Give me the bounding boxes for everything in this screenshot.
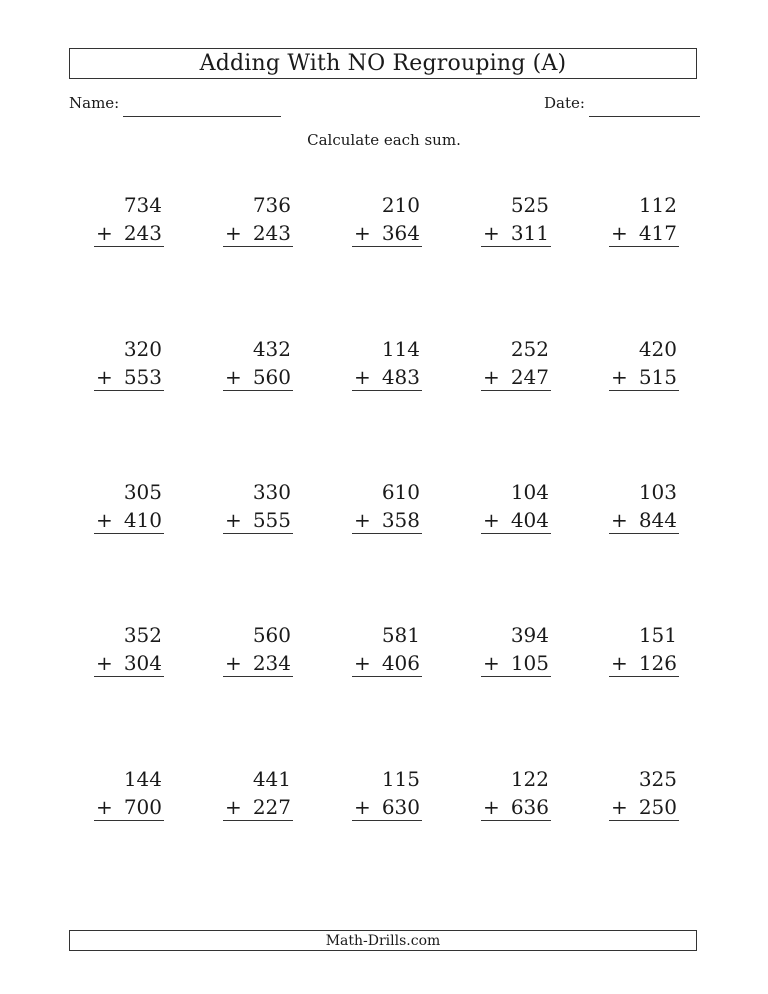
addend-bottom-row [94, 506, 164, 534]
addend-bottom-row [223, 219, 293, 247]
addition-problem [223, 621, 293, 677]
addition-problem [352, 621, 422, 677]
plus-sign: + [483, 651, 500, 675]
addition-problem [223, 765, 293, 821]
addend-bottom: 483 [381, 365, 420, 389]
plus-sign: + [483, 508, 500, 532]
addend-top: 734 [123, 193, 162, 217]
addend-top: 144 [123, 767, 162, 791]
addend-top: 320 [123, 337, 162, 361]
footer-site-text: Math-Drills.com [325, 932, 441, 949]
addend-bottom: 243 [123, 221, 162, 245]
plus-sign: + [225, 795, 242, 819]
addition-problem [609, 478, 679, 534]
plus-sign: + [611, 221, 628, 245]
addend-bottom-row [481, 219, 551, 247]
addend-bottom: 417 [638, 221, 677, 245]
addend-bottom: 243 [252, 221, 291, 245]
addend-top: 103 [638, 480, 677, 504]
plus-sign: + [225, 508, 242, 532]
addend-top: 525 [510, 193, 549, 217]
addend-top: 330 [252, 480, 291, 504]
addend-bottom: 234 [252, 651, 291, 675]
addition-problem [481, 621, 551, 677]
addend-bottom: 304 [123, 651, 162, 675]
addend-bottom-row [609, 793, 679, 821]
plus-sign: + [611, 508, 628, 532]
addition-problem [94, 621, 164, 677]
addition-problem [481, 478, 551, 534]
addition-problem [352, 478, 422, 534]
addend-bottom: 105 [510, 651, 549, 675]
addend-bottom-row [223, 363, 293, 391]
addition-problem [609, 765, 679, 821]
plus-sign: + [611, 365, 628, 389]
addend-bottom-row [609, 506, 679, 534]
addition-problem [223, 335, 293, 391]
addition-problem [94, 191, 164, 247]
plus-sign: + [96, 795, 113, 819]
addend-top: 325 [638, 767, 677, 791]
addend-bottom-row [481, 363, 551, 391]
plus-sign: + [611, 651, 628, 675]
addend-bottom: 553 [123, 365, 162, 389]
addend-bottom: 515 [638, 365, 677, 389]
addend-bottom-row [223, 793, 293, 821]
addend-bottom: 311 [510, 221, 549, 245]
plus-sign: + [483, 365, 500, 389]
addend-bottom-row [94, 219, 164, 247]
addend-top: 610 [381, 480, 420, 504]
addend-bottom: 227 [252, 795, 291, 819]
addend-top: 581 [381, 623, 420, 647]
addition-problem [481, 335, 551, 391]
plus-sign: + [225, 221, 242, 245]
addend-top: 252 [510, 337, 549, 361]
plus-sign: + [96, 221, 113, 245]
addend-bottom: 410 [123, 508, 162, 532]
addend-bottom-row [94, 793, 164, 821]
addend-top: 112 [638, 193, 677, 217]
footer [69, 930, 697, 951]
addend-top: 560 [252, 623, 291, 647]
plus-sign: + [354, 365, 371, 389]
plus-sign: + [354, 508, 371, 532]
addend-top: 151 [638, 623, 677, 647]
plus-sign: + [96, 651, 113, 675]
plus-sign: + [225, 651, 242, 675]
addend-bottom: 364 [381, 221, 420, 245]
addend-top: 432 [252, 337, 291, 361]
plus-sign: + [354, 651, 371, 675]
addend-top: 736 [252, 193, 291, 217]
plus-sign: + [96, 508, 113, 532]
addend-top: 114 [381, 337, 420, 361]
plus-sign: + [225, 365, 242, 389]
addend-bottom-row [223, 506, 293, 534]
addition-problem [481, 191, 551, 247]
addend-top: 420 [638, 337, 677, 361]
addend-top: 210 [381, 193, 420, 217]
addition-problem [352, 191, 422, 247]
addition-problem [94, 478, 164, 534]
addend-bottom: 636 [510, 795, 549, 819]
addend-bottom-row [481, 793, 551, 821]
addition-problem [481, 765, 551, 821]
addend-top: 305 [123, 480, 162, 504]
plus-sign: + [354, 795, 371, 819]
addend-bottom: 358 [381, 508, 420, 532]
instructions: Calculate each sum. [307, 131, 461, 149]
addend-bottom-row [609, 219, 679, 247]
addition-problem [352, 765, 422, 821]
addend-bottom-row [94, 363, 164, 391]
addend-bottom: 404 [510, 508, 549, 532]
addend-bottom: 700 [123, 795, 162, 819]
addition-problem [609, 621, 679, 677]
addend-bottom-row [352, 506, 422, 534]
addend-bottom-row [481, 649, 551, 677]
addend-bottom: 250 [638, 795, 677, 819]
addition-problem [223, 478, 293, 534]
addend-bottom: 247 [510, 365, 549, 389]
addend-bottom-row [352, 793, 422, 821]
addend-bottom: 844 [638, 508, 677, 532]
name-label: Name: [69, 94, 120, 112]
addend-bottom-row [609, 363, 679, 391]
plus-sign: + [96, 365, 113, 389]
addend-bottom: 126 [638, 651, 677, 675]
plus-sign: + [611, 795, 628, 819]
plus-sign: + [483, 795, 500, 819]
addend-bottom: 406 [381, 651, 420, 675]
plus-sign: + [354, 221, 371, 245]
addend-top: 122 [510, 767, 549, 791]
addend-bottom-row [352, 219, 422, 247]
addition-problem [609, 191, 679, 247]
addend-bottom-row [481, 506, 551, 534]
addend-bottom-row [352, 363, 422, 391]
date-label: Date: [544, 94, 585, 112]
name-blank-line[interactable] [123, 116, 281, 117]
addend-top: 352 [123, 623, 162, 647]
worksheet-title-text: Adding With NO Regrouping (A) [199, 51, 567, 76]
addend-bottom: 555 [252, 508, 291, 532]
date-blank-line[interactable] [589, 116, 700, 117]
addend-top: 104 [510, 480, 549, 504]
addition-problem [609, 335, 679, 391]
addend-bottom-row [223, 649, 293, 677]
addend-bottom-row [94, 649, 164, 677]
addition-problem [223, 191, 293, 247]
plus-sign: + [483, 221, 500, 245]
addend-bottom-row [609, 649, 679, 677]
worksheet-title [69, 48, 697, 79]
addition-problem [94, 765, 164, 821]
addition-problem [352, 335, 422, 391]
addend-top: 394 [510, 623, 549, 647]
addition-problem [94, 335, 164, 391]
addend-top: 441 [252, 767, 291, 791]
addend-top: 115 [381, 767, 420, 791]
addend-bottom-row [352, 649, 422, 677]
addend-bottom: 630 [381, 795, 420, 819]
addend-bottom: 560 [252, 365, 291, 389]
